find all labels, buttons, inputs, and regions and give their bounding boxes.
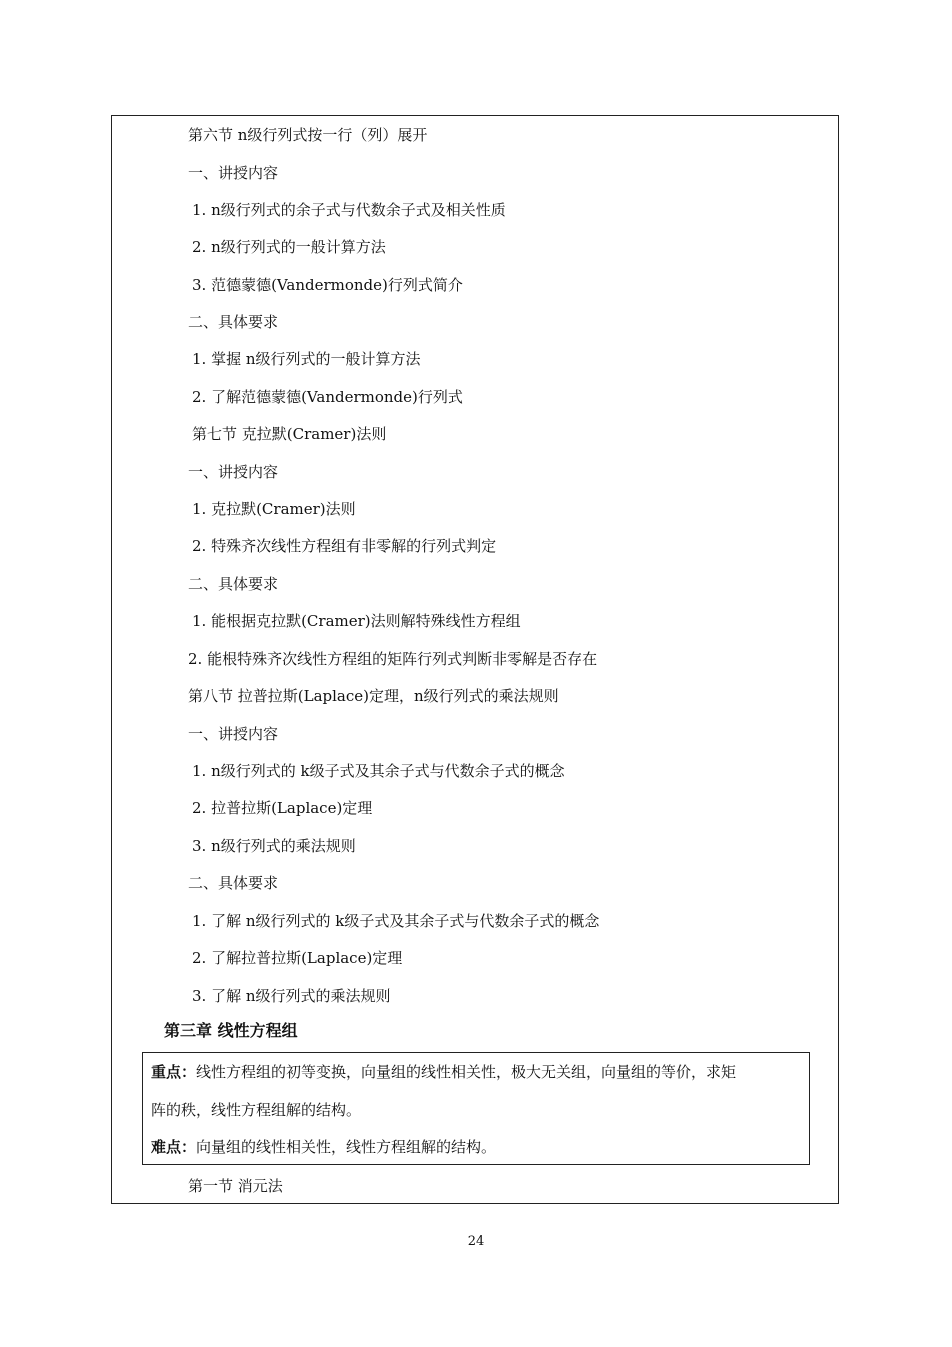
section-6-title: 第六节 n级行列式按一行（列）展开 bbox=[188, 126, 428, 144]
key-points-box bbox=[142, 1052, 810, 1165]
list-item: 1. 克拉默(Cramer)法则 bbox=[192, 500, 356, 518]
key-points-label: 重点： bbox=[151, 1063, 197, 1081]
list-item: 2. 拉普拉斯(Laplace)定理 bbox=[192, 799, 373, 817]
list-item: 3. n级行列式的乘法规则 bbox=[192, 837, 356, 855]
list-item: 2. n级行列式的一般计算方法 bbox=[192, 238, 386, 256]
list-item: 1. n级行列式的 k级子式及其余子式与代数余子式的概念 bbox=[192, 762, 565, 780]
section-1-title: 第一节 消元法 bbox=[188, 1177, 283, 1195]
list-item: 2. 了解拉普拉斯(Laplace)定理 bbox=[192, 949, 403, 967]
key-points-line bbox=[151, 1063, 736, 1081]
list-item: 1. n级行列式的余子式与代数余子式及相关性质 bbox=[192, 201, 506, 219]
difficult-points-line bbox=[151, 1138, 496, 1156]
list-item: 1. 能根据克拉默(Cramer)法则解特殊线性方程组 bbox=[192, 612, 521, 630]
key-points-line-2: 阵的秩，线性方程组解的结构。 bbox=[151, 1101, 362, 1119]
teaching-content-heading: 一、讲授内容 bbox=[188, 463, 279, 481]
list-item: 2. 了解范德蒙德(Vandermonde)行列式 bbox=[192, 388, 463, 406]
requirements-heading: 二、具体要求 bbox=[188, 313, 279, 331]
list-item: 1. 了解 n级行列式的 k级子式及其余子式与代数余子式的概念 bbox=[192, 912, 600, 930]
teaching-content-heading: 一、讲授内容 bbox=[188, 725, 279, 743]
list-item: 3. 了解 n级行列式的乘法规则 bbox=[192, 987, 391, 1005]
teaching-content-heading: 一、讲授内容 bbox=[188, 164, 279, 182]
page-number: 24 bbox=[467, 1234, 485, 1249]
requirements-heading: 二、具体要求 bbox=[188, 575, 279, 593]
chapter-heading: 第三章 线性方程组 bbox=[164, 1021, 298, 1040]
difficult-points-text: 向量组的线性相关性，线性方程组解的结构。 bbox=[196, 1138, 497, 1156]
section-7-title: 第七节 克拉默(Cramer)法则 bbox=[192, 425, 387, 443]
key-points-text: 线性方程组的初等变换，向量组的线性相关性，极大无关组，向量组的等价，求矩 bbox=[196, 1063, 737, 1081]
list-item: 1. 掌握 n级行列式的一般计算方法 bbox=[192, 350, 421, 368]
list-item: 2. 能根特殊齐次线性方程组的矩阵行列式判断非零解是否存在 bbox=[188, 650, 598, 668]
difficult-points-label: 难点： bbox=[151, 1138, 197, 1156]
list-item: 3. 范德蒙德(Vandermonde)行列式简介 bbox=[192, 276, 463, 294]
list-item: 2. 特殊齐次线性方程组有非零解的行列式判定 bbox=[192, 537, 497, 555]
section-8-title: 第八节 拉普拉斯(Laplace)定理，n级行列式的乘法规则 bbox=[188, 687, 559, 705]
requirements-heading: 二、具体要求 bbox=[188, 874, 279, 892]
